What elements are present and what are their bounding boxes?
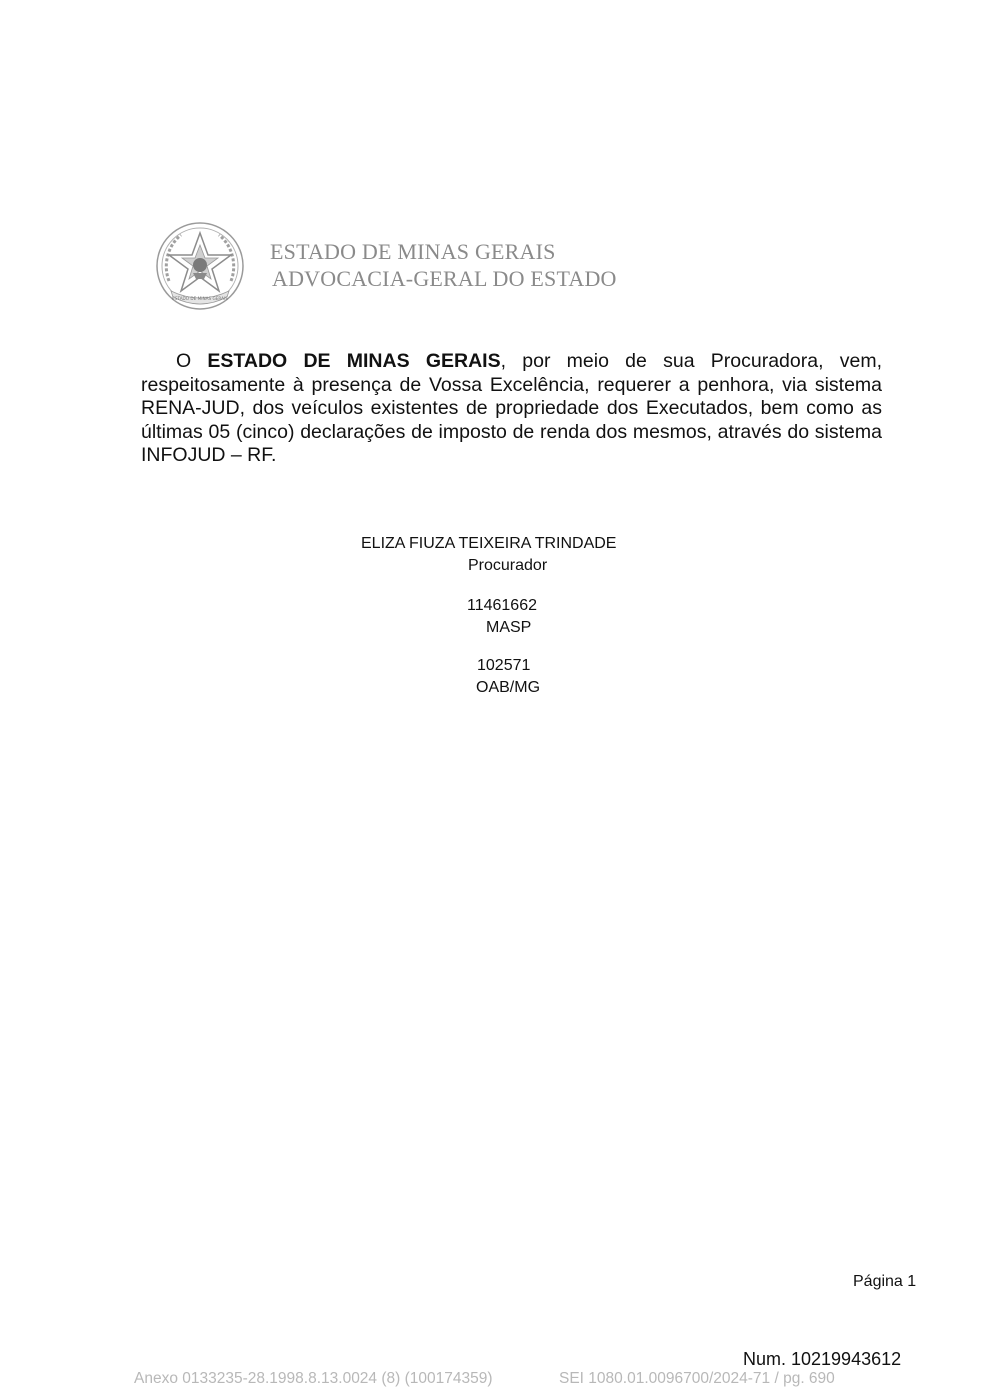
- paragraph-text: , por meio de sua Procuradora, vem, respeitosamente à presença de Vossa Excelência, requerer a penhora, via sistema RENA-JUD, dos veículos existentes de propriedade dos Executados, bem como as últimas 05 (cinco) declarações de imposto de renda dos mesmos, através do sistema INFOJUD – RF.: [141, 350, 882, 466]
- state-seal-logo: [155, 221, 245, 311]
- document-number: Num. 10219943612: [743, 1349, 902, 1369]
- masp-label: MASP: [486, 619, 532, 636]
- footer-sei-reference: SEI 1080.01.0096700/2024-71 / pg. 690: [559, 1370, 835, 1387]
- letterhead: [270, 238, 617, 292]
- seal-ribbon-text: ESTADO DE MINAS GERAIS: [172, 296, 228, 301]
- oab-number: 102571: [477, 657, 531, 674]
- page-number: Página 1: [853, 1273, 917, 1290]
- petition-paragraph: [141, 350, 882, 468]
- signer-name: ELIZA FIUZA TEIXEIRA TRINDADE: [361, 535, 617, 552]
- footer-annex-reference: Anexo 0133235-28.1998.8.13.0024 (8) (100174359): [134, 1370, 493, 1387]
- oab-label: OAB/MG: [476, 679, 541, 696]
- letterhead-state: ESTADO DE MINAS GERAIS: [270, 239, 556, 264]
- letterhead-agency: ADVOCACIA-GERAL DO ESTADO: [272, 266, 617, 291]
- masp-number: 11461662: [467, 597, 537, 614]
- paragraph-entity: ESTADO DE MINAS GERAIS: [207, 350, 501, 372]
- paragraph-lead: O: [176, 350, 208, 372]
- signer-role: Procurador: [468, 557, 548, 574]
